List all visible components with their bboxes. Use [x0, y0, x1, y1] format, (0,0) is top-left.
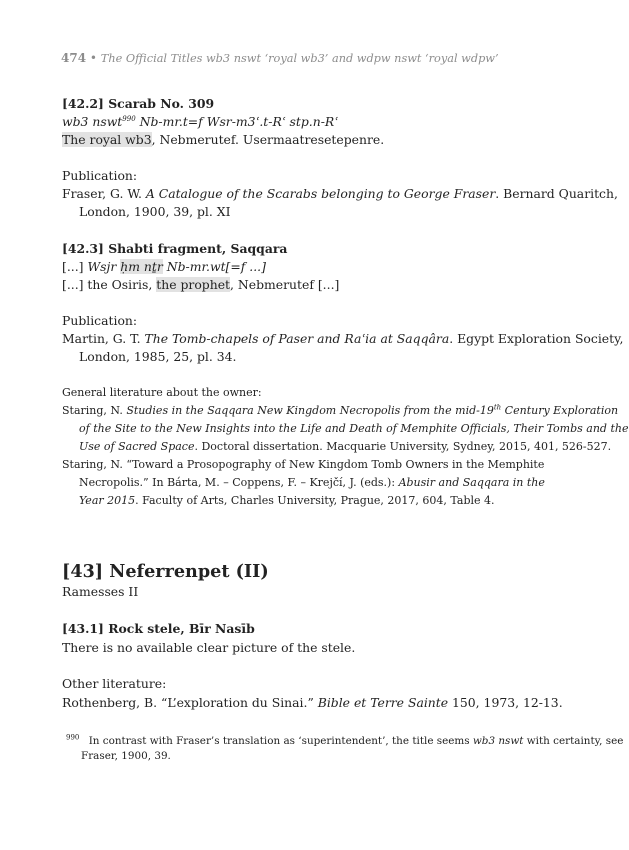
- translation-rest: , Nebmerutef. Usermaatresetepenre.: [151, 132, 385, 147]
- pub-title: The Tomb-chapels of Paser and Raʿia at Saqqâra: [144, 331, 450, 346]
- heading-42-3: [42.3] Shabti fragment, Saqqara: [62, 241, 288, 256]
- ref1-line3-title: Use of Sacred Space: [79, 440, 195, 453]
- transliteration-42-2: [62, 114, 338, 129]
- ref2-line2-a: Necropolis.” In Bárta, M. – Coppens, F. – Krejčí, J. (eds.):: [79, 476, 399, 489]
- ref1-line3: [79, 440, 611, 453]
- transliteration-42-3: [62, 259, 266, 274]
- translation-42-2: [62, 132, 384, 147]
- footnote-line2: Fraser, 1900, 39.: [81, 750, 171, 762]
- translit-pre: [...]: [62, 259, 88, 274]
- running-title: The Official Titles wb3 nswt ‘royal wb3’ and wdpw nswt ‘royal wdpw’: [100, 52, 499, 65]
- publication-label-42-2: Publication:: [62, 168, 138, 183]
- pub-author: Martin, G. T.: [62, 331, 145, 346]
- footnote-number: 990: [66, 733, 80, 742]
- pub-rest: . Bernard Quaritch,: [495, 186, 618, 201]
- footnote: [66, 735, 623, 747]
- publication-42-3-line1: [62, 331, 623, 346]
- publication-label-42-3: Publication:: [62, 313, 138, 328]
- subheading-ruler: Ramesses II: [62, 584, 139, 599]
- translation-highlight: the prophet: [156, 277, 231, 292]
- ref2-line2: [79, 476, 545, 489]
- footnote-ref[interactable]: 990: [122, 114, 136, 123]
- ref1-line1: [62, 404, 618, 417]
- ref2-line2-title: Abusir and Saqqara in the: [398, 476, 545, 489]
- general-literature-label: General literature about the owner:: [62, 386, 262, 399]
- translation-pre: [...] the Osiris,: [62, 277, 157, 292]
- translation-42-3: [62, 277, 339, 292]
- translation-highlight: The royal wb3: [62, 132, 152, 147]
- ref2-line3-rest: . Faculty of Arts, Charles University, Prague, 2017, 604, Table 4.: [135, 494, 495, 507]
- ref2-line1: Staring, N. “Toward a Prosopography of New Kingdom Tomb Owners in the Memphite: [62, 458, 545, 471]
- translit-highlight: ḥm nṯr: [120, 259, 163, 274]
- ref1-title-b: Century Exploration: [501, 404, 619, 417]
- publication-42-2-line2: London, 1900, 39, pl. XI: [79, 204, 231, 219]
- other-literature-label: Other literature:: [62, 676, 167, 691]
- ref2-line3: [79, 494, 495, 507]
- translit-a: wb3 nswt: [62, 114, 123, 129]
- publication-42-2-line1: [62, 186, 618, 201]
- publication-42-3-line2: London, 1985, 25, pl. 34.: [79, 349, 237, 364]
- translit-a: Wsjr: [87, 259, 121, 274]
- page-number: 474: [61, 51, 87, 65]
- other-ref-title: Bible et Terre Sainte: [317, 695, 449, 710]
- translit-b: Nb-mr.t=f Wsr-m3ʿ.t-Rʿ stp.n-Rʿ: [135, 114, 339, 129]
- pub-title: A Catalogue of the Scarabs belonging to George Fraser: [145, 186, 496, 201]
- ref1-sup: th: [493, 403, 502, 412]
- heading-42-2: [42.2] Scarab No. 309: [62, 96, 215, 111]
- ref1-author: Staring, N.: [62, 404, 127, 417]
- pub-rest: . Egypt Exploration Society,: [449, 331, 624, 346]
- footnote-line1-b: with certainty, see: [523, 735, 624, 747]
- header-bullet: •: [89, 51, 97, 65]
- heading-43-1: [43.1] Rock stele, Bīr Nasīb: [62, 621, 255, 636]
- pub-author: Fraser, G. W.: [62, 186, 146, 201]
- ref1-line2: of the Site to the New Insights into the Life and Death of Memphite Officials, Their Tombs and the: [79, 422, 629, 435]
- footnote-line1-it: wb3 nswt: [472, 735, 524, 747]
- other-ref-a: Rothenberg, B. “L’exploration du Sinai.”: [62, 695, 318, 710]
- other-literature-ref: [62, 695, 563, 710]
- ref1-title-a: Studies in the Saqqara New Kingdom Necropolis from the mid-19: [126, 404, 494, 417]
- translit-b: Nb-mr.wt[=f ...]: [162, 259, 266, 274]
- translation-post: , Nebmerutef [...]: [230, 277, 340, 292]
- footnote-line1-a: In contrast with Fraser’s translation as ‘superintendent’, the title seems: [88, 735, 473, 747]
- other-ref-rest: 150, 1973, 12-13.: [448, 695, 563, 710]
- running-header: [61, 51, 499, 65]
- note-43-1: There is no available clear picture of the stele.: [62, 640, 356, 655]
- heading-43: [43] Neferrenpet (II): [62, 561, 269, 582]
- ref1-line3-rest: . Doctoral dissertation. Macquarie University, Sydney, 2015, 401, 526-527.: [194, 440, 612, 453]
- ref2-line3-title: Year 2015: [79, 494, 136, 507]
